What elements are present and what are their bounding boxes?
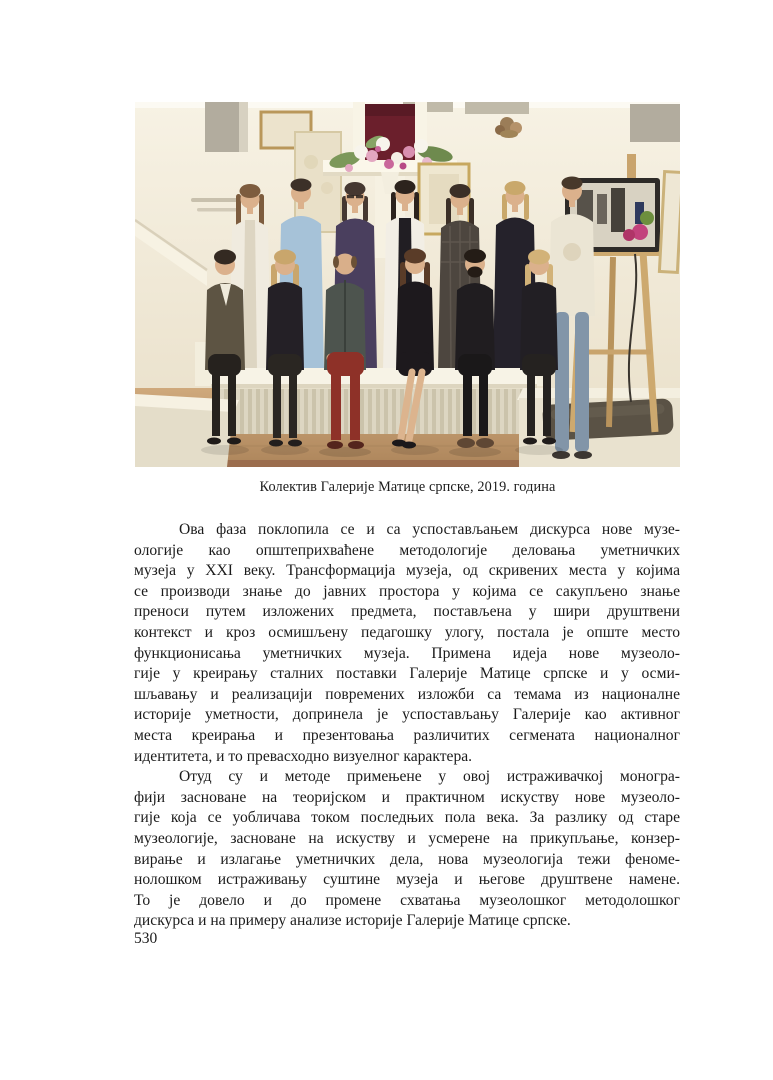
text-line: шљавању и реализацији повремених изложби са темама из националне — [134, 685, 680, 703]
text-line: гије у креирању сталних поставки Галерије Матице српске и у осми- — [134, 665, 680, 683]
paragraph-2 — [134, 767, 680, 932]
leaning-frame — [659, 172, 680, 273]
text-line: функционисања уметничких музеја. Примена идеја нове музеоло- — [134, 644, 680, 662]
text-line: музеологије, засноване на искуству и усмерене на прикупљање, конзер- — [134, 829, 680, 847]
body-text — [134, 520, 680, 932]
wall-inscription — [191, 198, 243, 202]
text-line: вирање и излагање уметничких дела, нова музеологија тежи феноме- — [134, 850, 680, 868]
text-line: преноси путем изложених предмета, постављена у шири друштвени — [134, 603, 680, 621]
text-line: идентитета, и то превасходно визуелног карактера. — [134, 747, 473, 765]
text-line: ологије као општеприхваћене методологије деловања уметничких — [134, 541, 680, 559]
text-line: Отуд су и методе примењене у овој истраживачкој моногра- — [179, 768, 680, 786]
text-line: То је довело и до промене схватања музеолошког методолошког — [134, 891, 680, 909]
page-number: 530 — [134, 930, 158, 947]
text-line: дискурса и на примеру анализе историје Галерије Матице српске. — [134, 912, 571, 930]
text-line: Ова фаза поклопила се и са успостављањем дискурса нове музе- — [179, 521, 680, 538]
figure-caption: Колектив Галерије Матице српске, 2019. година — [259, 479, 556, 495]
text-line: места креирања и презентовања различитих сегмената националног — [134, 726, 680, 744]
text-line: се производи знање до јавних простора у којима се сакупљено знање — [134, 582, 680, 600]
gallery-group-photo — [135, 102, 680, 467]
figure — [135, 102, 680, 467]
paragraph-1 — [134, 520, 680, 767]
text-line: историје уметности, допринела је успостављању Галерије као активног — [134, 706, 680, 724]
text-line: гије која се уобличава током последњих пола века. За разлику од старе — [134, 809, 680, 827]
text-line: контекст и кроз осмишљену педагошку улогу, постала је опште место — [134, 623, 680, 641]
text-line: музеја у XXI веку. Трансформација музеја, од скривених места у којима — [134, 562, 680, 580]
text-line: нолошком истраживању суштине музеја и његове друштвене намене. — [134, 871, 680, 889]
text-line: фији засноване на теоријском и практичном искуству нове музеоло- — [134, 788, 680, 806]
